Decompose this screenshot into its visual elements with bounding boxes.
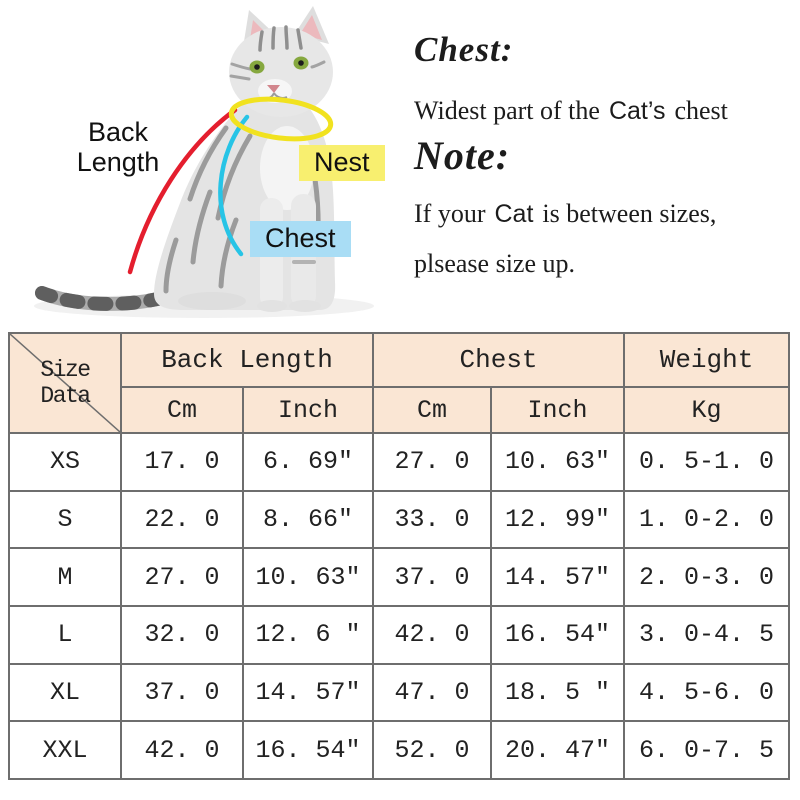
value-cell: 33. 0: [373, 491, 491, 549]
value-cell: 10. 63″: [243, 548, 373, 606]
value-cell: 12. 99″: [491, 491, 624, 549]
chest-label: Chest: [250, 221, 351, 257]
table-unit-row: [9, 387, 789, 433]
table-row: [9, 491, 789, 549]
value-cell: 10. 63″: [491, 433, 624, 491]
info-text: [412, 0, 798, 332]
nest-label: Nest: [299, 145, 385, 181]
value-cell: 27. 0: [121, 548, 243, 606]
size-cell: XL: [9, 664, 121, 722]
value-cell: 42. 0: [121, 721, 243, 779]
cat-paw: [257, 300, 287, 312]
unit-header-cm: Cm: [121, 387, 243, 433]
value-cell: 4. 5-6. 0: [624, 664, 789, 722]
corner-label: Size Data: [40, 357, 90, 409]
chest-description: Widest part of the Cat’s chest: [414, 96, 728, 125]
value-cell: 14. 57″: [491, 548, 624, 606]
cat-hind-paw: [178, 292, 246, 310]
value-cell: 6. 0-7. 5: [624, 721, 789, 779]
corner-cell: [9, 333, 121, 433]
unit-header-cm: Cm: [373, 387, 491, 433]
table-row: [9, 721, 789, 779]
value-cell: 1. 0-2. 0: [624, 491, 789, 549]
size-cell: XS: [9, 433, 121, 491]
value-cell: 6. 69″: [243, 433, 373, 491]
value-cell: 16. 54″: [491, 606, 624, 664]
size-table: [8, 332, 790, 780]
size-cell: M: [9, 548, 121, 606]
value-cell: 32. 0: [121, 606, 243, 664]
value-cell: 42. 0: [373, 606, 491, 664]
measurement-diagram: [0, 0, 800, 332]
chest-heading: Chest:: [414, 30, 514, 69]
note-text-line2: plsease size up.: [414, 249, 576, 278]
value-cell: 2. 0-3. 0: [624, 548, 789, 606]
note-heading: Note:: [414, 133, 511, 178]
table-row: [9, 606, 789, 664]
note-text-line1: If your Cat is between sizes,: [414, 199, 717, 228]
value-cell: 16. 54″: [243, 721, 373, 779]
unit-header-inch: Inch: [491, 387, 624, 433]
value-cell: 18. 5 ″: [491, 664, 624, 722]
size-cell: XXL: [9, 721, 121, 779]
group-header-chest: Chest: [373, 333, 624, 387]
unit-header-kg: Kg: [624, 387, 789, 433]
value-cell: 17. 0: [121, 433, 243, 491]
group-header-back-length: Back Length: [121, 333, 373, 387]
unit-header-inch: Inch: [243, 387, 373, 433]
size-cell: L: [9, 606, 121, 664]
value-cell: 27. 0: [373, 433, 491, 491]
size-cell: S: [9, 491, 121, 549]
back-length-label: Back Length: [76, 117, 160, 177]
table-row: [9, 433, 789, 491]
value-cell: 22. 0: [121, 491, 243, 549]
value-cell: 12. 6 ″: [243, 606, 373, 664]
value-cell: 3. 0-4. 5: [624, 606, 789, 664]
table-header-row: [9, 333, 789, 387]
table-row: [9, 664, 789, 722]
value-cell: 37. 0: [121, 664, 243, 722]
value-cell: 14. 57″: [243, 664, 373, 722]
table-row: [9, 548, 789, 606]
value-cell: 47. 0: [373, 664, 491, 722]
value-cell: 0. 5-1. 0: [624, 433, 789, 491]
cat-paw: [289, 300, 321, 312]
value-cell: 37. 0: [373, 548, 491, 606]
group-header-weight: Weight: [624, 333, 789, 387]
value-cell: 8. 66″: [243, 491, 373, 549]
value-cell: 20. 47″: [491, 721, 624, 779]
value-cell: 52. 0: [373, 721, 491, 779]
